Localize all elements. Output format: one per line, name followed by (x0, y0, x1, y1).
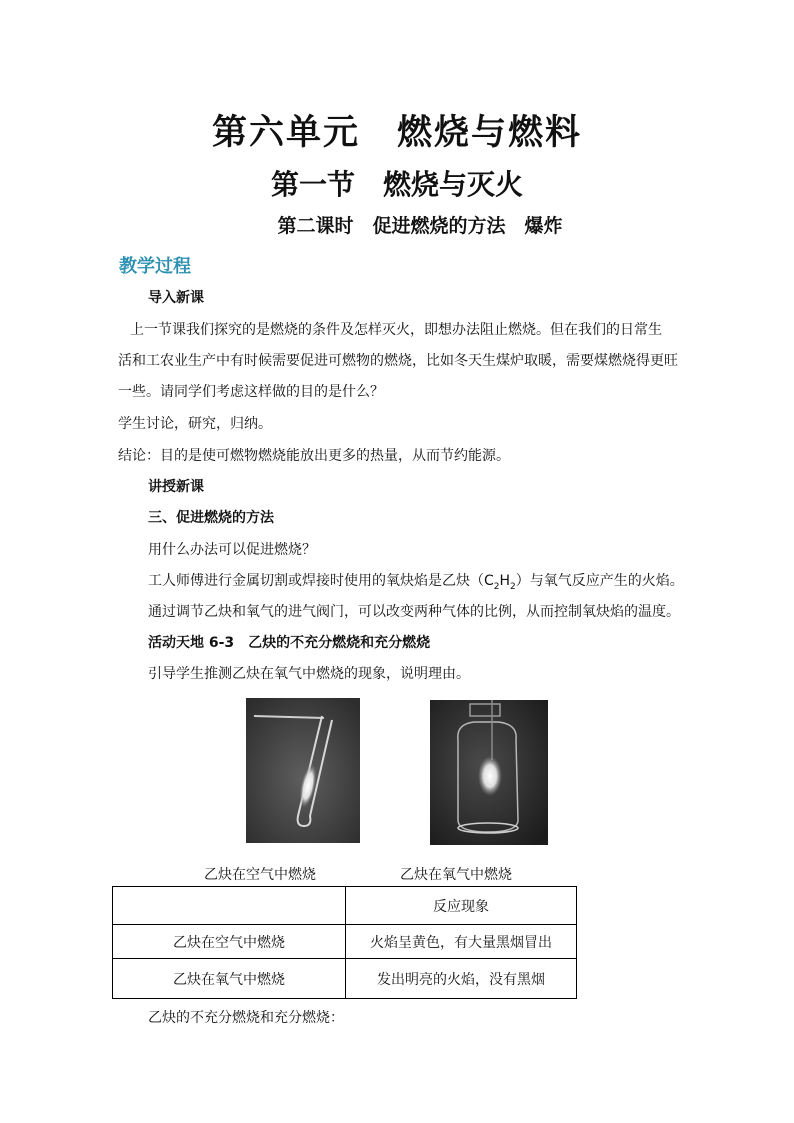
table-cell: 乙炔在氧气中燃烧 (113, 959, 346, 999)
line1-pre: 工人师傅进行金属切割或焊接时使用的氧炔焰是乙炔（C (148, 573, 494, 589)
gas-jar-flame-illustration (430, 700, 548, 845)
caption-in-oxygen: 乙炔在氧气中燃烧 (400, 867, 512, 883)
oxyacetylene-line-2: 通过调节乙炔和氧气的进气阀门，可以改变两种气体的比例，从而控制氧炔焰的温度。 (148, 604, 680, 620)
table-row (113, 925, 577, 959)
table-cell: 发出明亮的火焰，没有黑烟 (346, 959, 577, 999)
lesson-title: 第二课时 促进燃烧的方法 爆炸 (277, 215, 563, 237)
subscript-c: 2 (493, 581, 500, 592)
reaction-table (112, 886, 577, 999)
intro-para-line-1: 上一节课我们探究的是燃烧的条件及怎样灭火，即想办法阻止燃烧。但在我们的日常生 (130, 322, 662, 338)
line1-h: H (499, 573, 511, 589)
subscript-h: 2 (510, 581, 516, 592)
method-question: 用什么办法可以促进燃烧？ (148, 542, 316, 558)
table-header-cell (113, 887, 346, 925)
table-header-row (113, 887, 577, 925)
intro-heading: 导入新课 (148, 290, 204, 306)
footer-line: 乙炔的不充分燃烧和充分燃烧： (148, 1010, 344, 1026)
caption-in-air: 乙炔在空气中燃烧 (204, 867, 316, 883)
unit-title: 第六单元 燃烧与燃料 (211, 112, 582, 153)
teaching-process-heading: 教学过程 (119, 256, 191, 277)
table-cell: 火焰呈黄色，有大量黑烟冒出 (346, 925, 577, 959)
intro-para-line-2: 活和工农业生产中有时候需要促进可燃物的燃烧，比如冬天生煤炉取暖，需要煤燃烧得更旺 (118, 353, 678, 369)
photo-acetylene-in-air (246, 698, 360, 843)
test-tube-flame-illustration (246, 698, 360, 843)
line1-post: ）与氧气反应产生的火焰。 (515, 573, 684, 589)
teaching-heading: 讲授新课 (148, 479, 204, 495)
conclusion-line: 结论：目的是使可燃物燃烧能放出更多的热量，从而节约能源。 (118, 448, 510, 464)
table-header-cell: 反应现象 (346, 887, 577, 925)
table-cell: 乙炔在空气中燃烧 (113, 925, 346, 959)
method-subheading: 三、促进燃烧的方法 (148, 510, 274, 526)
table-row (113, 959, 577, 999)
oxyacetylene-line-1 (148, 573, 684, 595)
section-title: 第一节 燃烧与灭火 (270, 168, 523, 201)
discussion-line: 学生讨论，研究，归纳。 (118, 416, 272, 432)
photo-acetylene-in-oxygen (430, 700, 548, 845)
activity-heading: 活动天地 6-3 乙炔的不充分燃烧和充分燃烧 (148, 635, 431, 651)
guide-line: 引导学生推测乙炔在氧气中燃烧的现象，说明理由。 (148, 666, 470, 682)
intro-para-line-3: 一些。请同学们考虑这样做的目的是什么？ (118, 384, 384, 400)
